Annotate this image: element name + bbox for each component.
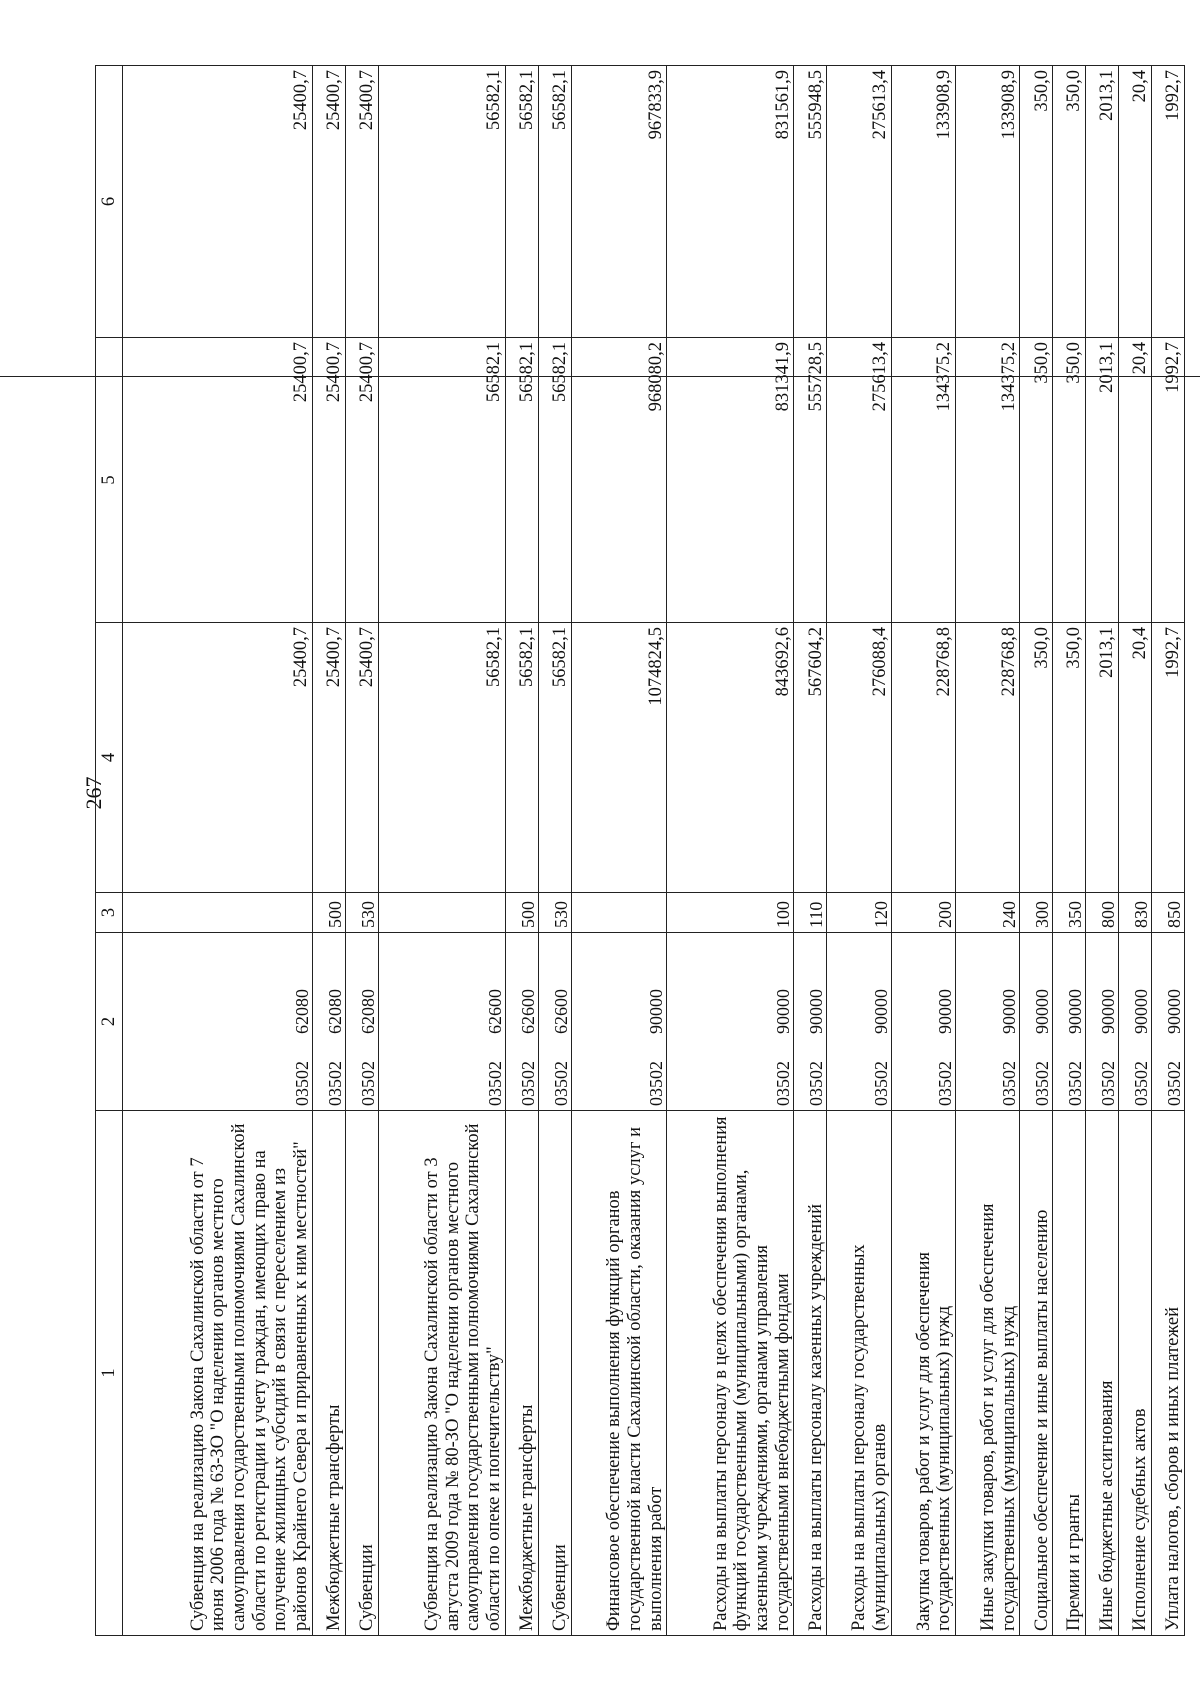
- row-value-col6: 20,4: [1119, 66, 1152, 338]
- code-direction: 62080: [291, 989, 312, 1034]
- code-direction: 62600: [550, 989, 571, 1034]
- code-program: 03502: [1163, 1061, 1184, 1106]
- row-value-col6: 2013,1: [1086, 66, 1119, 338]
- row-value-col4: 56582,1: [378, 623, 505, 893]
- row-expense-type: 800: [1086, 893, 1119, 933]
- code-program: 03502: [484, 1061, 505, 1106]
- page-number: 267: [81, 776, 106, 810]
- row-expense-type: [571, 893, 667, 933]
- row-expense-type: 500: [312, 893, 345, 933]
- row-value-col4: 56582,1: [505, 623, 538, 893]
- row-name: Иные закупки товаров, работ и услуг для обеспечения государственных (муниципальных) нужд: [956, 1111, 1020, 1636]
- row-expense-type: 350: [1053, 893, 1086, 933]
- row-expense-type: 830: [1119, 893, 1152, 933]
- code-program: 03502: [357, 1061, 378, 1106]
- row-expense-type: 530: [538, 893, 571, 933]
- row-value-col4: 20,4: [1119, 623, 1152, 893]
- code-program: 03502: [324, 1061, 345, 1106]
- code-direction: 90000: [1163, 989, 1184, 1034]
- code-direction: 90000: [1064, 989, 1085, 1034]
- row-name: Иные бюджетные ассигнования: [1086, 1111, 1119, 1636]
- table-row: [956, 66, 1020, 1636]
- row-value-col6: 350,0: [1053, 66, 1086, 338]
- row-code: [123, 933, 313, 1111]
- table-row: [794, 66, 827, 1636]
- code-direction: 62080: [357, 989, 378, 1034]
- row-value-col4: 276088,4: [827, 623, 891, 893]
- code-program: 03502: [517, 1061, 538, 1106]
- code-direction: 62080: [324, 989, 345, 1034]
- table-row: [571, 66, 667, 1636]
- row-value-col5: 350,0: [1053, 338, 1086, 623]
- table-row: [1053, 66, 1086, 1636]
- row-value-col6: 56582,1: [505, 66, 538, 338]
- row-value-col4: 25400,7: [345, 623, 378, 893]
- header-col-3: 3: [96, 893, 123, 933]
- row-name: Социальное обеспечение и иные выплаты населению: [1020, 1111, 1053, 1636]
- row-code: [891, 933, 955, 1111]
- rotated-table-container: [95, 66, 1185, 1636]
- code-program: 03502: [870, 1061, 891, 1106]
- row-value-col6: 56582,1: [538, 66, 571, 338]
- row-value-col5: 134375,2: [956, 338, 1020, 623]
- row-value-col4: 25400,7: [312, 623, 345, 893]
- row-value-col4: 1992,7: [1151, 623, 1184, 893]
- code-program: 03502: [1097, 1061, 1118, 1106]
- table-row: [312, 66, 345, 1636]
- row-name: Субвенции: [345, 1111, 378, 1636]
- code-direction: 90000: [806, 989, 827, 1034]
- table-row: [505, 66, 538, 1636]
- row-value-col6: 133908,9: [891, 66, 955, 338]
- code-program: 03502: [806, 1061, 827, 1106]
- row-expense-type: 850: [1151, 893, 1184, 933]
- row-name: Расходы на выплаты персоналу в целях обеспечения выполнения функций государственными (муниципальными) органами, казенными учреждениями, органами управления государственными внебюджетными фондами: [667, 1111, 794, 1636]
- code-direction: 90000: [999, 989, 1020, 1034]
- row-expense-type: 240: [956, 893, 1020, 933]
- row-expense-type: 300: [1020, 893, 1053, 933]
- code-direction: 90000: [773, 989, 794, 1034]
- table-row: [667, 66, 794, 1636]
- row-code: [1053, 933, 1086, 1111]
- table-row: [123, 66, 313, 1636]
- row-name: Исполнение судебных актов: [1119, 1111, 1152, 1636]
- row-value-col6: 350,0: [1020, 66, 1053, 338]
- row-expense-type: [378, 893, 505, 933]
- table-row: [1119, 66, 1152, 1636]
- code-direction: 62600: [484, 989, 505, 1034]
- row-value-col5: 134375,2: [891, 338, 955, 623]
- row-expense-type: 530: [345, 893, 378, 933]
- row-value-col6: 25400,7: [345, 66, 378, 338]
- row-name: Премии и гранты: [1053, 1111, 1086, 1636]
- row-expense-type: 120: [827, 893, 891, 933]
- row-code: [538, 933, 571, 1111]
- row-value-col5: 350,0: [1020, 338, 1053, 623]
- row-value-col4: 1074824,5: [571, 623, 667, 893]
- row-value-col6: 25400,7: [123, 66, 313, 338]
- row-expense-type: 100: [667, 893, 794, 933]
- row-value-col5: 831341,9: [667, 338, 794, 623]
- code-direction: 90000: [1130, 989, 1151, 1034]
- row-value-col6: 555948,5: [794, 66, 827, 338]
- header-col-1: 1: [96, 1111, 123, 1636]
- code-program: 03502: [773, 1061, 794, 1106]
- code-program: 03502: [291, 1061, 312, 1106]
- row-value-col4: 350,0: [1020, 623, 1053, 893]
- row-value-col6: 1992,7: [1151, 66, 1184, 338]
- code-program: 03502: [999, 1061, 1020, 1106]
- row-name: Субвенция на реализацию Закона Сахалинской области от 3 августа 2009 года № 80-ЗО "О наделении органов местного самоуправления государственными полномочиями Сахалинской области по опеке и попечительству": [378, 1111, 505, 1636]
- row-value-col6: 56582,1: [378, 66, 505, 338]
- row-expense-type: 500: [505, 893, 538, 933]
- row-code: [794, 933, 827, 1111]
- table-row: [1086, 66, 1119, 1636]
- row-value-col4: 228768,8: [891, 623, 955, 893]
- code-direction: 90000: [646, 989, 667, 1034]
- row-value-col5: 275613,4: [827, 338, 891, 623]
- code-program: 03502: [1064, 1061, 1085, 1106]
- code-direction: 90000: [870, 989, 891, 1034]
- code-direction: 90000: [1097, 989, 1118, 1034]
- row-value-col4: 2013,1: [1086, 623, 1119, 893]
- row-value-col6: 133908,9: [956, 66, 1020, 338]
- row-value-col6: 831561,9: [667, 66, 794, 338]
- row-name: Расходы на выплаты персоналу казенных учреждений: [794, 1111, 827, 1636]
- row-code: [378, 933, 505, 1111]
- row-code: [1020, 933, 1053, 1111]
- header-row: [96, 66, 123, 1636]
- row-code: [1151, 933, 1184, 1111]
- code-direction: 90000: [934, 989, 955, 1034]
- row-name: Расходы на выплаты персоналу государственных (муниципальных) органов: [827, 1111, 891, 1636]
- row-value-col5: 56582,1: [378, 338, 505, 623]
- row-code: [1086, 933, 1119, 1111]
- row-value-col5: 2013,1: [1086, 338, 1119, 623]
- row-name: Межбюджетные трансферты: [505, 1111, 538, 1636]
- row-code: [956, 933, 1020, 1111]
- row-value-col4: 567604,2: [794, 623, 827, 893]
- row-name: Закупка товаров, работ и услуг для обеспечения государственных (муниципальных) нужд: [891, 1111, 955, 1636]
- table-body: [123, 66, 1185, 1636]
- row-value-col5: 1992,7: [1151, 338, 1184, 623]
- row-value-col5: 56582,1: [505, 338, 538, 623]
- row-value-col4: 843692,6: [667, 623, 794, 893]
- row-expense-type: 200: [891, 893, 955, 933]
- row-value-col6: 275613,4: [827, 66, 891, 338]
- code-direction: 62600: [517, 989, 538, 1034]
- row-value-col4: 56582,1: [538, 623, 571, 893]
- row-value-col5: 20,4: [1119, 338, 1152, 623]
- row-expense-type: [123, 893, 313, 933]
- row-value-col5: 555728,5: [794, 338, 827, 623]
- row-code: [312, 933, 345, 1111]
- row-value-col5: 968080,2: [571, 338, 667, 623]
- row-code: [571, 933, 667, 1111]
- row-value-col5: 25400,7: [312, 338, 345, 623]
- table-row: [538, 66, 571, 1636]
- code-program: 03502: [934, 1061, 955, 1106]
- table-row: [345, 66, 378, 1636]
- row-value-col4: 228768,8: [956, 623, 1020, 893]
- row-name: Субвенция на реализацию Закона Сахалинской области от 7 июня 2006 года № 63-ЗО "О наделении органов местного самоуправления государственными полномочиями Сахалинской области по регистрации и учету граждан, имеющих право на получение жилищных субсидий в связи с переселением из районов Крайнего Севера и приравненных к ним местностей": [123, 1111, 313, 1636]
- code-program: 03502: [646, 1061, 667, 1106]
- row-name: Субвенции: [538, 1111, 571, 1636]
- row-value-col6: 967833,9: [571, 66, 667, 338]
- code-program: 03502: [1032, 1061, 1053, 1106]
- header-col-4: 4: [96, 623, 123, 893]
- row-value-col5: 56582,1: [538, 338, 571, 623]
- row-expense-type: 110: [794, 893, 827, 933]
- row-code: [345, 933, 378, 1111]
- row-name: Уплата налогов, сборов и иных платежей: [1151, 1111, 1184, 1636]
- row-code: [505, 933, 538, 1111]
- row-value-col4: 25400,7: [123, 623, 313, 893]
- row-code: [1119, 933, 1152, 1111]
- row-code: [827, 933, 891, 1111]
- row-value-col4: 350,0: [1053, 623, 1086, 893]
- header-col-6: 6: [96, 66, 123, 338]
- row-name: Межбюджетные трансферты: [312, 1111, 345, 1636]
- table-row: [827, 66, 891, 1636]
- table-row: [1020, 66, 1053, 1636]
- row-code: [667, 933, 794, 1111]
- table-row: [378, 66, 505, 1636]
- table-row: [891, 66, 955, 1636]
- budget-table: [95, 65, 1185, 1636]
- table-row: [1151, 66, 1184, 1636]
- code-direction: 90000: [1032, 989, 1053, 1034]
- header-col-5: 5: [96, 338, 123, 623]
- code-program: 03502: [550, 1061, 571, 1106]
- header-col-2: 2: [96, 933, 123, 1111]
- row-value-col5: 25400,7: [345, 338, 378, 623]
- code-program: 03502: [1130, 1061, 1151, 1106]
- row-name: Финансовое обеспечение выполнения функций органов государственной власти Сахалинской области, оказания услуг и выполнения работ: [571, 1111, 667, 1636]
- row-value-col6: 25400,7: [312, 66, 345, 338]
- row-value-col5: 25400,7: [123, 338, 313, 623]
